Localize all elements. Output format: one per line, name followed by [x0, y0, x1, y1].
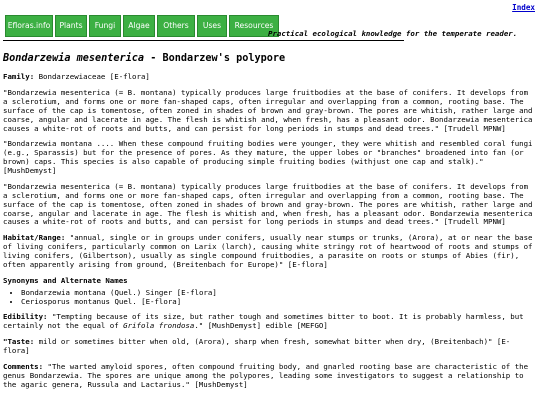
nav-efloras[interactable]: Efloras.info [5, 15, 53, 37]
description-1: "Bondarzewia mesenterica (= B. montana) typically produces large fruitbodies at the base of conifers. It develops from a sclerotium, and forms one or more fan-shaped caps, often irregular and overlapping from a common, rooting base. The surface of the cap is tomentose, often zoned in shades of brown and gray-brown. The pores are whitish, rather large and coarse, angular and lacerate in age. The flesh is whitish and, when fresh, has a pleasant odor. Bondarzewia mesenterica causes a white-rot of roots and butts, and can persist for long periods in stumps and dead trees." [Trudell MPNW] [3, 88, 533, 133]
synonyms-list [3, 289, 536, 307]
description-2: "Bondarzewia montana .... When these compound fruiting bodies were younger, they were whitish and resembled coral fungi (e.g., Sparassis) but for the presence of pores. As they mature, the upper lobes or "branches" broadened into fan (or brown) caps. This species is also capable of producing simple fruiting bodies (withjust one cap and stalk)." [MushDemyst] [3, 139, 533, 176]
synonyms-heading: Synonyms and Alternate Names [3, 275, 128, 285]
nav-uses[interactable]: Uses [197, 15, 227, 37]
index-link[interactable]: Index [512, 3, 535, 12]
comments-line [3, 363, 536, 390]
taste-line [3, 338, 536, 356]
page-title [3, 53, 536, 65]
main-content [3, 53, 536, 397]
description-3: "Bondarzewia mesenterica (= B. montana) typically produces large fruitbodies at the base of conifers. It develops from a sclerotium, and forms one or more fan-shaped caps, often irregular and overlapping from a common, rooting base. The surface of the cap is tomentose, often zoned in shades of brown and gray-brown. The pores are whitish, rather large and coarse, angular and lacerate in age. The flesh is whitish and, when fresh, has a pleasant odor. Bondarzewia mesenterica causes a white-rot of roots and butts, and can persist for long periods in stumps and dead trees." [Trudell MPNW] [3, 181, 533, 227]
habitat-line [3, 234, 536, 270]
edibility-label: Edibility: [3, 312, 48, 322]
synonym-item: • Bondarzewia montana (Quel.) Singer [E-flora] [21, 289, 536, 298]
title-common: Bondarzew's polypore [162, 53, 286, 64]
comments-label: Comments: [3, 361, 44, 371]
edibility-text: "Tempting because of its size, but rather tough and sometimes bitter to boot. It is probably harmless, but certainly not the equal of [3, 312, 524, 331]
family-label: Family: [3, 72, 35, 82]
top-nav [5, 15, 279, 37]
header-divider [3, 40, 404, 41]
family-value: Bondarzewiaceae [E-flora] [38, 72, 150, 82]
taste-label: "Taste: [3, 337, 35, 347]
nav-fungi[interactable]: Fungi [89, 15, 121, 37]
comments-value: "The warted amyloid spores, often compound fruiting body, and gnarled rooting base are characteristic of the genus Bondarzewia. The spores are unique among the polypores, leading some investigators to suggest a relationship to the agaric genera, Russula and Lactarius." [MushDemyst] [3, 361, 529, 389]
title-separator: - [144, 53, 163, 64]
taste-value: mild or sometimes bitter when old, (Arora), sharp when fresh, somewhat bitter when dry, (Breitenbach)" [E-flora] [3, 337, 511, 356]
edibility-source: ." [MushDemyst] edible [MEFGO] [194, 321, 328, 331]
nav-plants[interactable]: Plants [55, 15, 87, 37]
synonym-item: • Ceriosporus montanus Quel. [E-flora] [21, 298, 536, 307]
habitat-value: "annual, single or in groups under conifers, usually near stumps or trunks, (Arora), at or near the base of living conifers, particularly common on Larix (larch), causing white stringy rot of heartwood of roots and stumps of living conifers, (Gilbertson), usually as single compound fruitbodies, a parasite on roots or stumps of Abies (fir), often apparently arising from ground, (Breitenbach for Europe)" [E-flora] [3, 233, 533, 269]
edibility-species: Grifola frondosa [123, 321, 195, 331]
site-tagline: Practical ecological knowledge for the temperate reader. [268, 29, 518, 38]
nav-algae[interactable]: Algae [123, 15, 155, 37]
nav-resources[interactable]: Resources [229, 15, 279, 37]
habitat-label: Habitat/Range: [3, 233, 66, 243]
edibility-line [3, 313, 536, 331]
nav-others[interactable]: Others [157, 15, 195, 37]
title-scientific: Bondarzewia mesenterica [3, 53, 145, 64]
family-line [3, 73, 536, 82]
